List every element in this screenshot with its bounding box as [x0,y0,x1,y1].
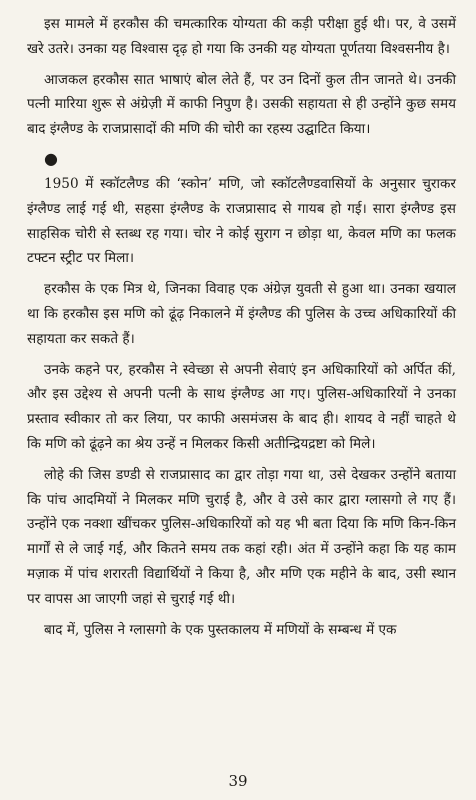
section-separator-bullet-icon: ● [44,148,58,168]
page-number: 39 [228,772,248,790]
paragraph-1: इस मामले में हरकौस की चमत्कारिक योग्यता की कड़ी परीक्षा हुई थी। पर, वे उसमें खरे उतरे। उनका यह विश्वास दृढ़ हो गया कि उनकी यह योग्यता पूर्णतया विश्वसनीय है। [27,16,456,57]
paragraph-7: बाद में, पुलिस ने ग्लासगो के एक पुस्तकालय में मणियों के सम्बन्ध में एक [44,621,397,638]
paragraph-6: लोहे की जिस डण्डी से राजप्रासाद का द्वार तोड़ा गया था, उसे देखकर उन्होंने बताया कि पांच आदमियों ने मिलकर मणि चुराई है, और वे उसे कार द्वारा ग्लासगो ले गए हैं। उन्होंने एक नक्शा खींचकर पुलिस-अधिकारियों को यह भी बता दिया कि मणि किन-किन मार्गों से ले जाई गई, और कितने समय तक कहां रही। अंत में उन्होंने कहा कि यह काम मज़ाक में पांच शरारती विद्यार्थियों ने किया है, और मणि एक महीने के बाद, उसी स्थान पर वापस आ जाएगी जहां से चुराई गई थी। [27,466,456,607]
paragraph-2: आजकल हरकौस सात भाषाएं बोल लेते हैं, पर उन दिनों कुल तीन जानते थे। उनकी पत्नी मारिया शुरू से अंग्रेज़ी में काफी निपुण है। उसकी सहायता से ही उन्होंने कुछ समय बाद इंग्लैण्ड के राजप्रासादों की मणि की चोरी का रहस्य उद्घाटित किया। [27,71,456,138]
paragraph-3: 1950 में स्कॉटलैण्ड की ‘स्कोन’ मणि, जो स्कॉटलैण्डवासियों के अनुसार चुराकर इंग्लैण्ड लाई गई थी, सहसा इंग्लैण्ड के राजप्रासाद से गायब हो गई। सारा इंग्लैण्ड इस साहसिक चोरी से स्तब्ध रह गया। चोर ने कोई सुराग न छोड़ा था, केवल मणि का फलक टफ्टन स्ट्रीट पर मिला। [27,175,456,267]
paragraph-5: उनके कहने पर, हरकौस ने स्वेच्छा से अपनी सेवाएं इन अधिकारियों को अर्पित कीं, और इस उद्देश्य से अपनी पत्नी के साथ इंग्लैण्ड आ गए। पुलिस-अधिकारियों ने उनका प्रस्ताव स्वीकार तो कर लिया, पर काफी असमंजस के बाद ही। शायद वे नहीं चाहते थे कि मणि को ढूंढ़ने का श्रेय उन्हें न मिलकर किसी अतीन्द्रियद्रष्टा को मिले। [27,361,456,452]
paragraph-4: हरकौस के एक मित्र थे, जिनका विवाह एक अंग्रेज़ युवती से हुआ था। उनका खयाल था कि हरकौस इस मणि को ढूंढ़ निकालने में इंग्लैण्ड की पुलिस के उच्च अधिकारियों की सहायता कर सकते हैं। [27,281,456,347]
